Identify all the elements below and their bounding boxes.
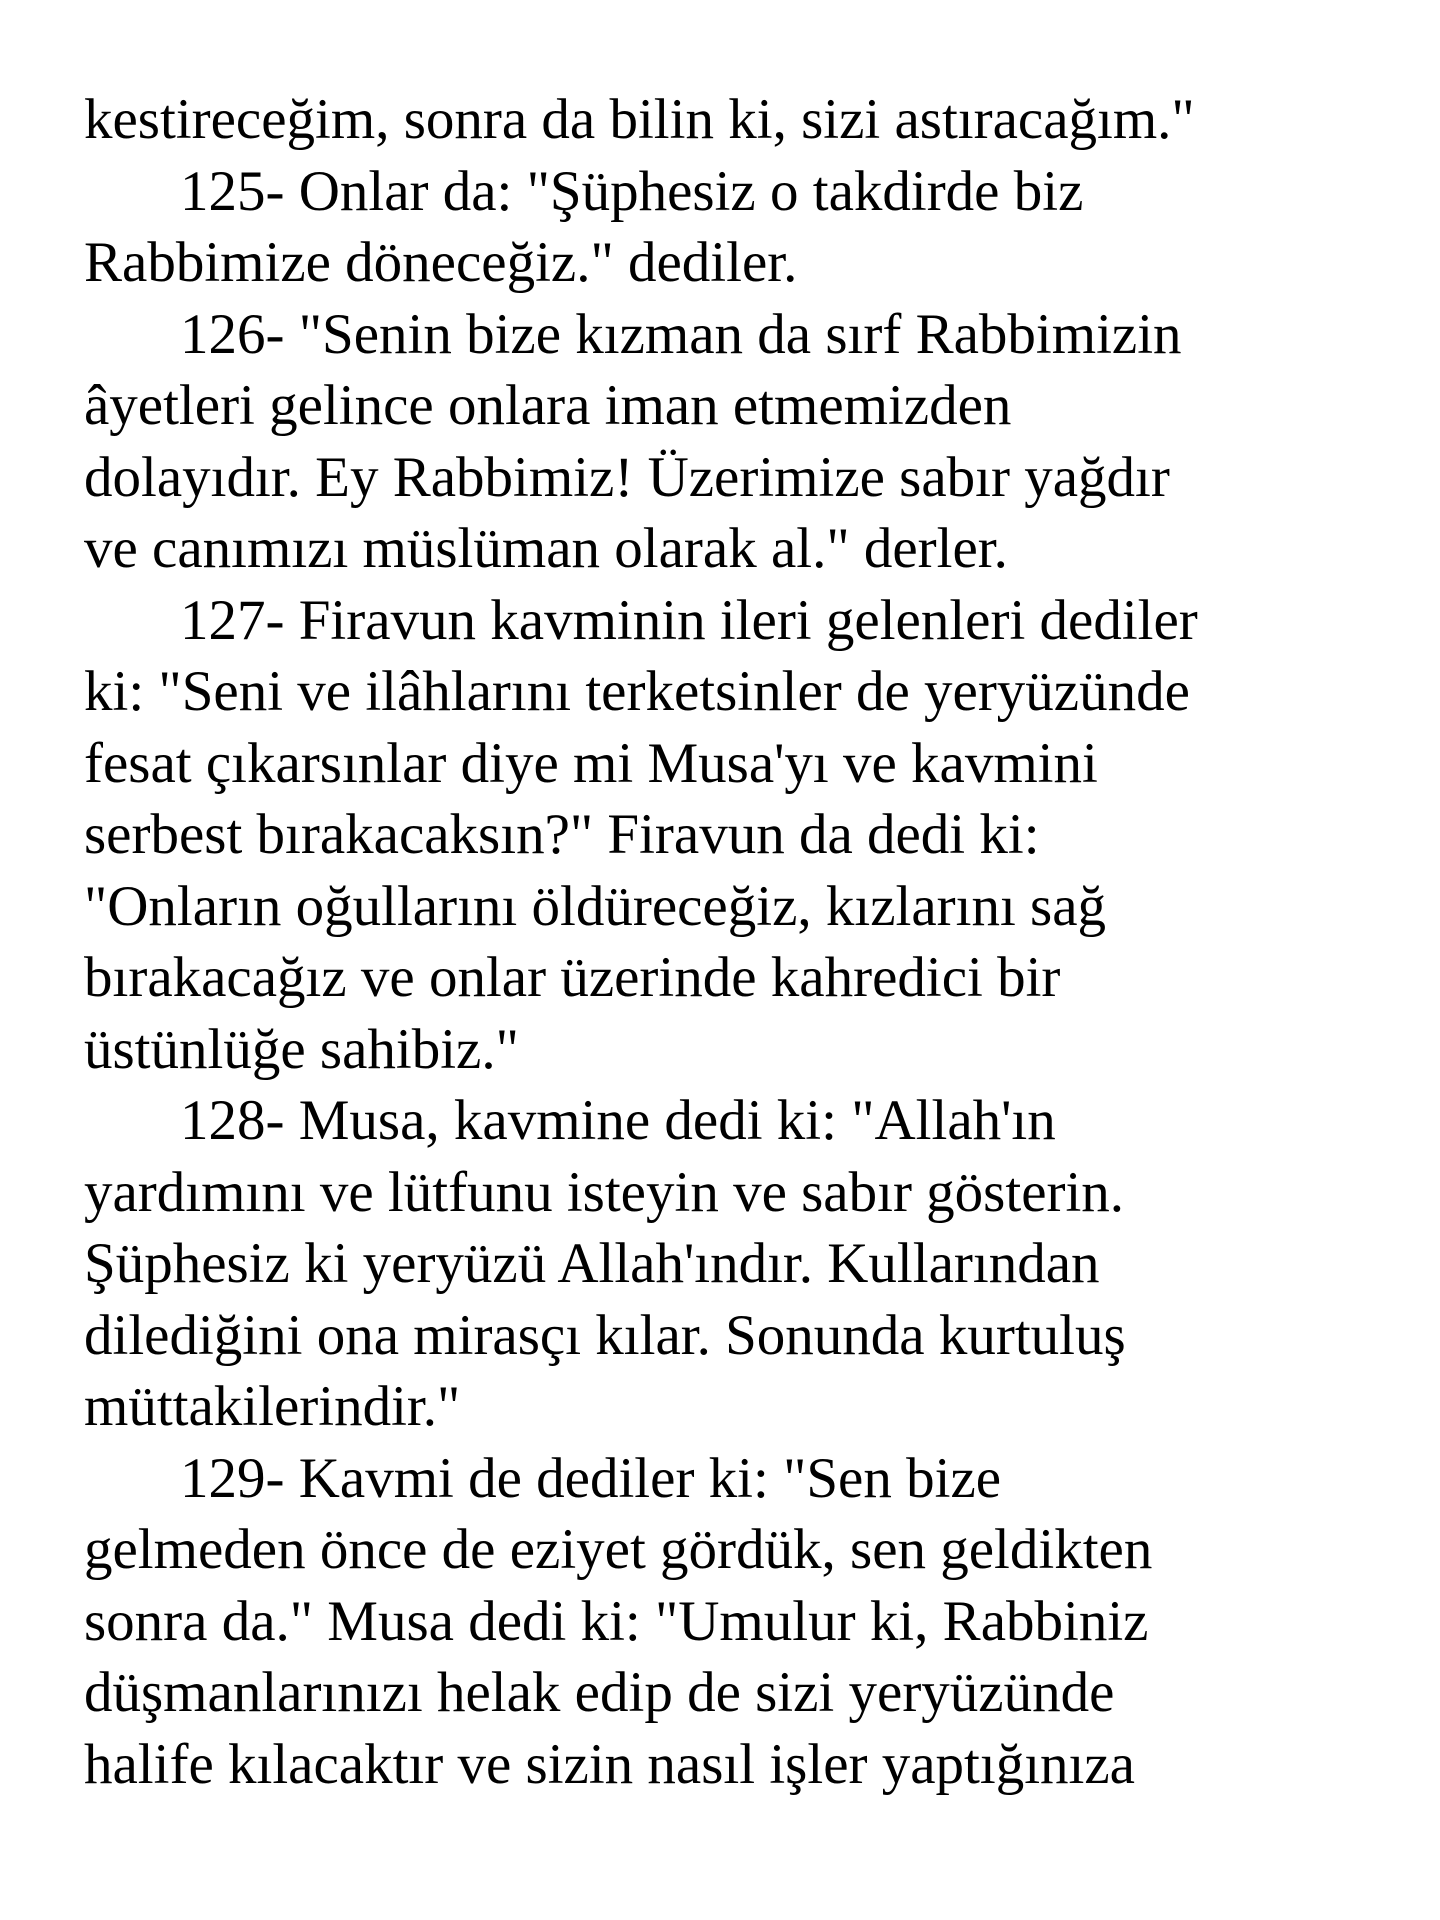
text-line: dolayıdır. Ey Rabbimiz! Üzerimize sabır yağdır — [84, 445, 1170, 509]
text-line: ki: "Seni ve ilâhlarını terketsinler de yeryüzünde — [84, 660, 1190, 723]
document-page — [84, 84, 1384, 1800]
text-line: düşmanlarınızı helak edip de sizi yeryüzünde — [84, 1661, 1115, 1724]
text-line: "Onların oğullarını öldüreceğiz, kızlarını sağ — [84, 874, 1107, 938]
text-line: ve canımızı müslüman olarak al." derler. — [84, 517, 1008, 580]
text-line: 127- Firavun kavminin ileri gelenleri dediler — [180, 588, 1198, 652]
text-line: âyetleri gelince onlara iman etmemizden — [84, 374, 1012, 437]
text-line: gelmeden önce de eziyet gördük, sen geldikten — [84, 1518, 1153, 1581]
text-line: halife kılacaktır ve sizin nasıl işler yaptığınıza — [84, 1732, 1135, 1796]
text-line: kestireceğim, sonra da bilin ki, sizi astıracağım." — [84, 88, 1195, 151]
text-line: Şüphesiz ki yeryüzü Allah'ındır. Kullarından — [84, 1232, 1100, 1295]
text-line: 128- Musa, kavmine dedi ki: "Allah'ın — [180, 1089, 1056, 1152]
text-line: dilediğini ona mirasçı kılar. Sonunda kurtuluş — [84, 1303, 1126, 1367]
text-line: müttakilerindir." — [84, 1375, 461, 1438]
text-line: yardımını ve lütfunu isteyin ve sabır gösterin. — [84, 1160, 1125, 1224]
text-line: bırakacağız ve onlar üzerinde kahredici bir — [84, 946, 1061, 1009]
text-line: Rabbimize döneceğiz." dediler. — [84, 231, 798, 294]
text-line: serbest bırakacaksın?" Firavun da dedi ki: — [84, 803, 1040, 866]
text-line: fesat çıkarsınlar diye mi Musa'yı ve kavmini — [84, 731, 1098, 795]
text-line: üstünlüğe sahibiz." — [84, 1017, 519, 1081]
text-line: 126- "Senin bize kızman da sırf Rabbimizin — [180, 302, 1182, 366]
text-line: 125- Onlar da: "Şüphesiz o takdirde biz — [180, 159, 1084, 223]
text-line: 129- Kavmi de dediler ki: "Sen bize — [180, 1446, 1002, 1510]
text-line: sonra da." Musa dedi ki: "Umulur ki, Rabbiniz — [84, 1589, 1149, 1653]
